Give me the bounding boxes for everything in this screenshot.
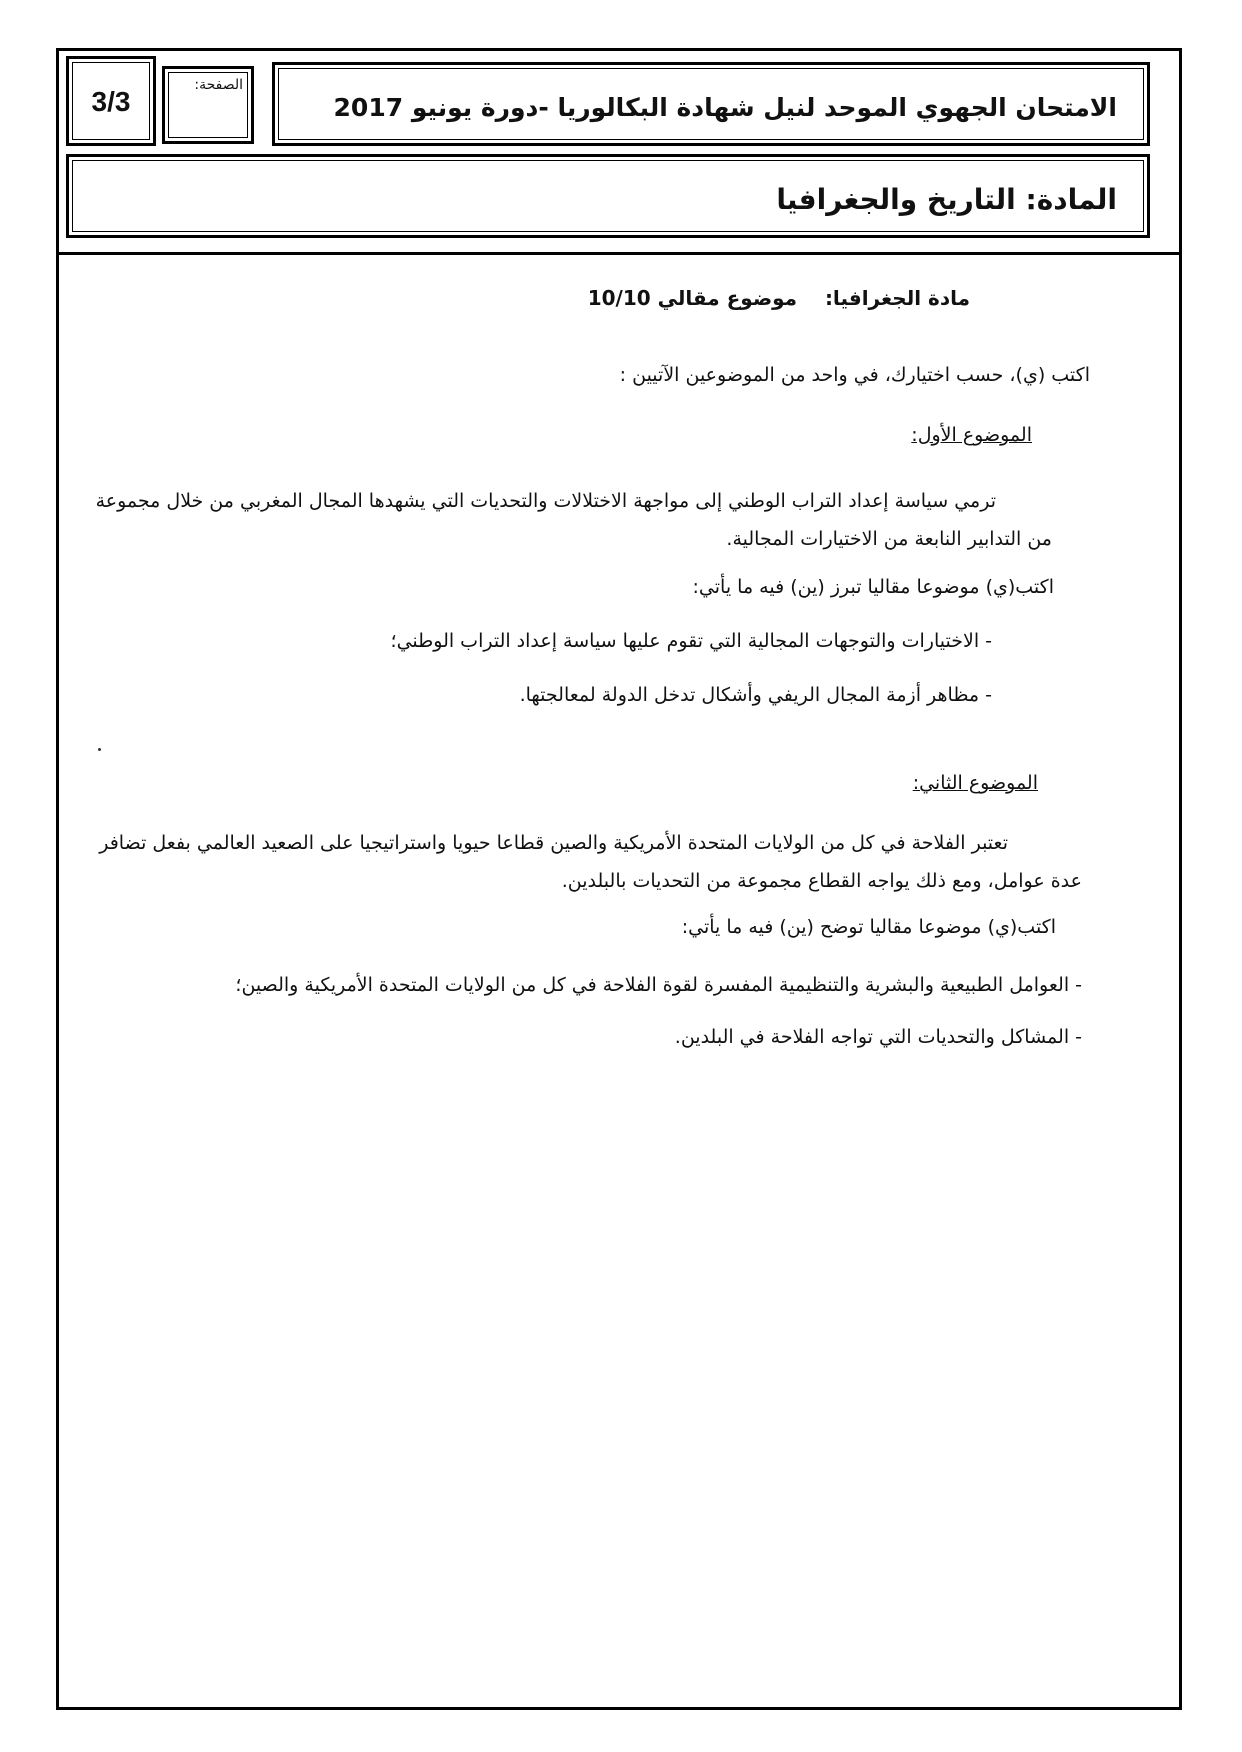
topic-2-heading: الموضوع الثاني: [912, 772, 1038, 794]
topic-1-heading: الموضوع الأول: [911, 424, 1032, 446]
topic-1-task: اكتب(ي) موضوعا مقاليا تبرز (ين) فيه ما يأتي: [692, 576, 1054, 598]
stray-dot [98, 748, 101, 751]
page-number: 3/3 [91, 86, 131, 117]
exam-title-box [272, 62, 1150, 146]
topic-2-task: اكتب(ي) موضوعا مقاليا توضح (ين) فيه ما يأتي: [681, 916, 1056, 938]
topic-1-intro: ترمي سياسة إعداد التراب الوطني إلى مواجهة الاختلالات والتحديات التي يشهدها المجال المغربي من خلال مجموعة من التدابير النابعة من الاختيارات المجالية. [95, 490, 1052, 550]
subject-box [66, 154, 1150, 238]
section-heading [588, 286, 970, 310]
page-label: الصفحة: [194, 77, 243, 93]
section-title: موضوع مقالي 10/10 [587, 286, 798, 310]
header-divider [56, 252, 1182, 255]
section-label: مادة الجغرافيا: [824, 286, 970, 310]
topic-2-intro: تعتبر الفلاحة في كل من الولايات المتحدة الأمريكية والصين قطاعا حيويا واستراتيجيا على الصعيد العالمي بفعل تضافر عدة عوامل، ومع ذلك يواجه القطاع مجموعة من التحديات بالبلدين. [99, 832, 1082, 892]
topic-1-point-2: - مظاهر أزمة المجال الريفي وأشكال تدخل الدولة لمعالجتها. [519, 684, 992, 706]
exam-title: الامتحان الجهوي الموحد لنيل شهادة البكالوريا -دورة يونيو 2017 [333, 92, 1117, 122]
topic-1-point-1: - الاختيارات والتوجهات المجالية التي تقوم عليها سياسة إعداد التراب الوطني؛ [390, 630, 992, 652]
topic-2-point-1: - العوامل الطبيعية والبشرية والتنظيمية المفسرة لقوة الفلاحة في كل من الولايات المتحدة الأمريكية والصين؛ [235, 974, 1082, 996]
page-label-box [162, 66, 254, 144]
topic-2-point-2: - المشاكل والتحديات التي تواجه الفلاحة في البلدين. [674, 1026, 1082, 1048]
instruction-text: اكتب (ي)، حسب اختيارك، في واحد من الموضوعين الآتيين : [619, 364, 1090, 386]
subject-title: المادة: التاريخ والجغرافيا [776, 182, 1117, 216]
